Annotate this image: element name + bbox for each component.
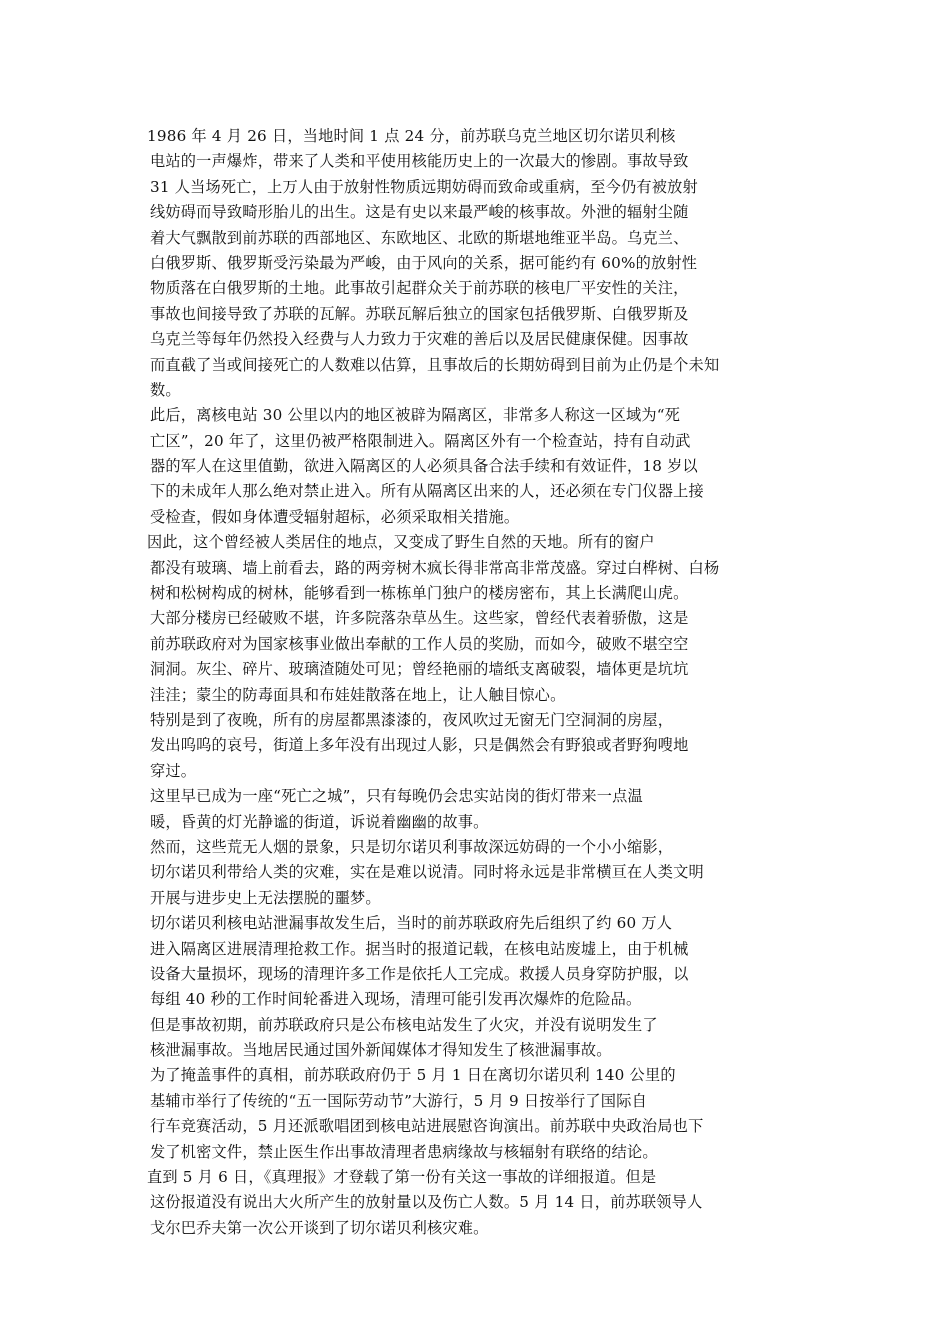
text-line: 切尔诺贝利核电站泄漏事故发生后，当时的前苏联政府先后组织了约 60 万人 (150, 914, 673, 933)
text-line: 直到 5 月 6 日，《真理报》才登载了第一份有关这一事故的详细报道。但是 (147, 1168, 657, 1187)
text-line: 戈尔巴乔夫第一次公开谈到了切尔诺贝利核灾难。 (150, 1218, 489, 1237)
text-line: 乌克兰等每年仍然投入经费与人力致力于灾难的善后以及居民健康保健。因事故 (150, 330, 689, 349)
text-line: 着大气飘散到前苏联的西部地区、东欧地区、北欧的斯堪地维亚半岛。乌克兰、 (150, 228, 689, 247)
text-line: 发了机密文件，禁止医生作出事故清理者患病缘故与核辐射有联络的结论。 (150, 1142, 658, 1161)
text-line: 物质落在白俄罗斯的土地。此事故引起群众关于前苏联的核电厂平安性的关注， (150, 279, 689, 298)
text-line: 此后，离核电站 30 公里以内的地区被辟为隔离区，非常多人称这一区域为“死 (150, 406, 681, 425)
text-line: 线妨碍而导致畸形胎儿的出生。这是有史以来最严峻的核事故。外泄的辐射尘随 (150, 203, 689, 222)
text-line: 洼洼；蒙尘的防毒面具和布娃娃散落在地上，让人触目惊心。 (150, 685, 566, 704)
text-line: 下的未成年人那么绝对禁止进入。所有从隔离区出来的人，还必须在专门仪器上接 (150, 482, 704, 501)
text-line: 行车竞赛活动，5 月还派歌唱团到核电站进展慰咨询演出。前苏联中央政治局也下 (150, 1117, 704, 1136)
text-line: 这份报道没有说出大火所产生的放射量以及伤亡人数。5 月 14 日，前苏联领导人 (150, 1193, 703, 1212)
document-body (147, 124, 787, 1241)
text-line: 器的军人在这里值勤，欲进入隔离区的人必须具备合法手续和有效证件，18 岁以 (150, 457, 698, 476)
text-line: 洞洞。灰尘、碎片、玻璃渣随处可见；曾经艳丽的墙纸支离破裂，墙体更是坑坑 (150, 660, 689, 679)
text-line: 事故也间接导致了苏联的瓦解。苏联瓦解后独立的国家包括俄罗斯、白俄罗斯及 (150, 304, 689, 323)
text-line: 设备大量损坏，现场的清理许多工作是依托人工完成。救援人员身穿防护服，以 (150, 964, 689, 983)
text-line: 因此，这个曾经被人类居住的地点，又变成了野生自然的天地。所有的窗户 (147, 533, 655, 552)
text-line: 暖，昏黄的灯光静谧的街道，诉说着幽幽的故事。 (150, 812, 489, 831)
text-line: 31 人当场死亡，上万人由于放射性物质远期妨碍而致命或重病，至今仍有被放射 (150, 177, 698, 196)
text-line: 树和松树构成的树林，能够看到一栋栋单门独户的楼房密布，其上长满爬山虎。 (150, 584, 689, 603)
text-line: 特别是到了夜晚，所有的房屋都黑漆漆的，夜风吹过无窗无门空洞洞的房屋， (150, 710, 674, 729)
text-line: 受检查，假如身体遭受辐射超标，必须采取相关措施。 (150, 507, 520, 526)
text-line: 发出呜呜的哀号，街道上多年没有出现过人影，只是偶然会有野狼或者野狗嗖地 (150, 736, 689, 755)
text-line: 这里早已成为一座“死亡之城”，只有每晚仍会忠实站岗的街灯带来一点温 (150, 787, 643, 806)
text-line: 每组 40 秒的工作时间轮番进入现场，清理可能引发再次爆炸的危险品。 (150, 990, 642, 1009)
text-line: 切尔诺贝利带给人类的灾难，实在是难以说清。同时将永远是非常横亘在人类文明 (150, 863, 704, 882)
text-line: 穿过。 (150, 761, 197, 780)
text-line: 数。 (150, 380, 181, 399)
text-line: 而直截了当或间接死亡的人数难以估算，且事故后的长期妨碍到目前为止仍是个未知 (150, 355, 720, 374)
text-line: 白俄罗斯、俄罗斯受污染最为严峻，由于风向的关系，据可能约有 60%的放射性 (150, 253, 698, 272)
text-line: 但是事故初期，前苏联政府只是公布核电站发生了火灾，并没有说明发生了 (150, 1015, 658, 1034)
text-line: 核泄漏事故。当地居民通过国外新闻媒体才得知发生了核泄漏事故。 (150, 1041, 612, 1060)
text-line: 基辅市举行了传统的“五一国际劳动节”大游行，5 月 9 日按举行了国际自 (150, 1091, 647, 1110)
text-line: 大部分楼房已经破败不堪，许多院落杂草丛生。这些家，曾经代表着骄傲，这是 (150, 609, 689, 628)
text-line: 前苏联政府对为国家核事业做出奉献的工作人员的奖励，而如今，破败不堪空空 (150, 634, 689, 653)
text-line: 进入隔离区进展清理抢救工作。据当时的报道记载，在核电站废墟上，由于机械 (150, 939, 689, 958)
text-line: 开展与进步史上无法摆脱的噩梦。 (150, 888, 381, 907)
text-line: 然而，这些荒无人烟的景象，只是切尔诺贝利事故深远妨碍的一个小小缩影， (150, 837, 674, 856)
text-line: 电站的一声爆炸，带来了人类和平使用核能历史上的一次最大的惨剧。事故导致 (150, 152, 689, 171)
text-line: 亡区”，20 年了，这里仍被严格限制进入。隔离区外有一个检查站，持有自动武 (150, 431, 691, 450)
text-line: 1986 年 4 月 26 日，当地时间 1 点 24 分，前苏联乌克兰地区切尔诺贝利核 (147, 127, 676, 145)
text-line: 为了掩盖事件的真相，前苏联政府仍于 5 月 1 日在离切尔诺贝利 140 公里的 (150, 1066, 676, 1085)
text-line: 都没有玻璃、墙上前看去，路的两旁树木疯长得非常高非常茂盛。穿过白桦树、白杨 (150, 558, 720, 577)
